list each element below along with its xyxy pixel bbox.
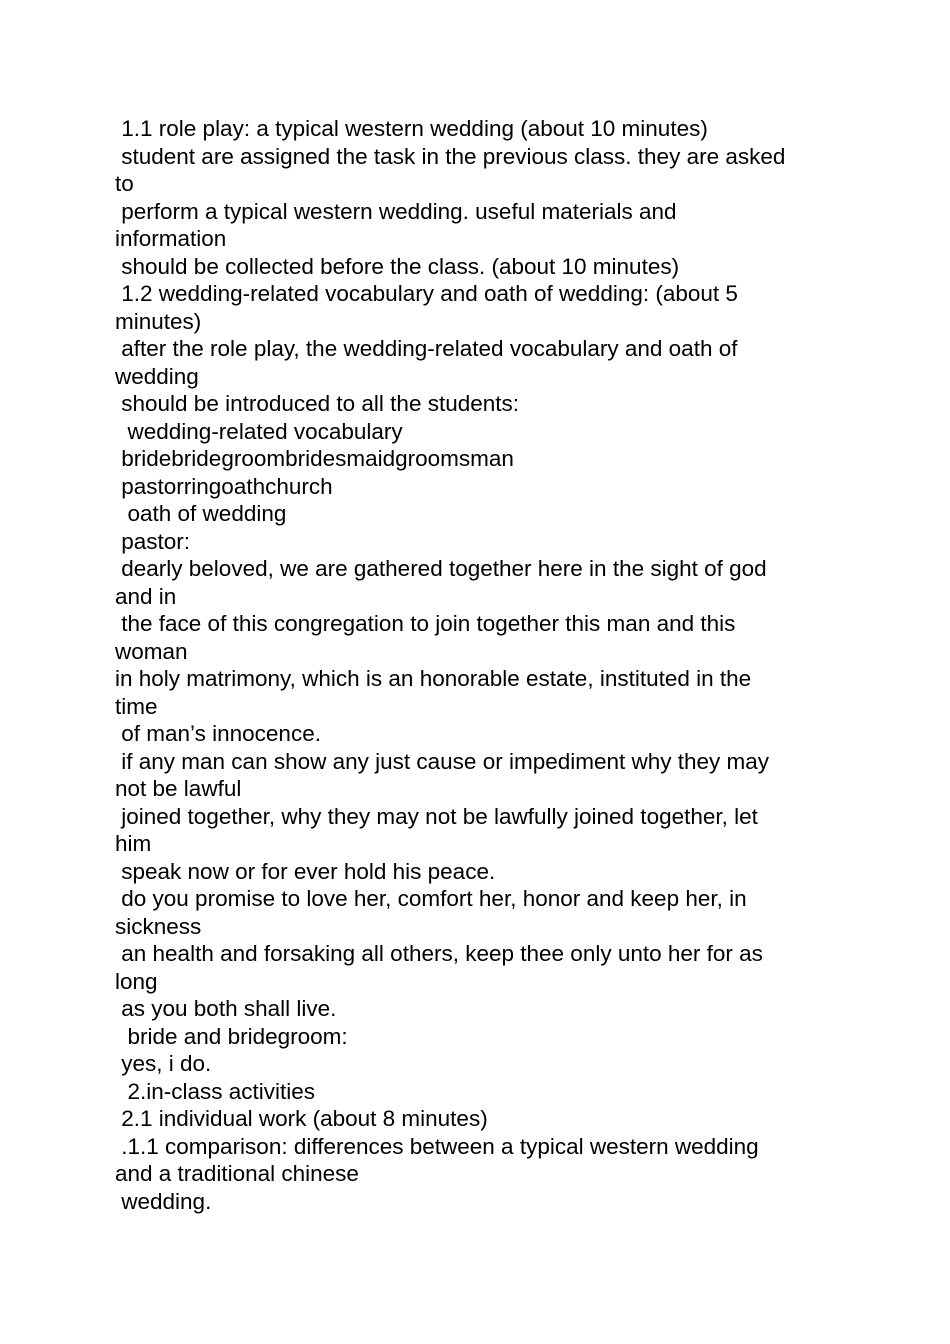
text-line: dearly beloved, we are gathered together here in the sight of god [115, 556, 767, 581]
text-line: speak now or for ever hold his peace. [115, 858, 496, 884]
text-line: do you promise to love her, comfort her, honor and keep her, in [115, 886, 747, 911]
text-line: .1.1 comparison: differences between a typical western wedding [115, 1133, 759, 1159]
text-line: minutes) [115, 308, 202, 334]
text-line: perform a typical western wedding. useful materials and [115, 198, 677, 224]
text-line: an health and forsaking all others, keep thee only unto her for as [115, 941, 763, 966]
text-line: in holy matrimony, which is an honorable estate, instituted in the [115, 666, 752, 691]
text-line: wedding-related vocabulary [115, 418, 403, 444]
text-line: 2.1 individual work (about 8 minutes) [115, 1106, 488, 1131]
text-line: should be introduced to all the students: [115, 391, 520, 416]
text-line: 1.1 role play: a typical western wedding (about 10 minutes) [115, 116, 708, 141]
text-line: wedding. [115, 1188, 212, 1214]
text-line: and a traditional chinese [115, 1161, 359, 1186]
text-line: time [115, 693, 158, 719]
text-line: sickness [115, 913, 202, 939]
text-line: to [115, 171, 134, 196]
text-line: if any man can show any just cause or impediment why they may [115, 748, 770, 774]
text-line: wedding [115, 363, 199, 389]
text-line: bridebridegroombridesmaidgroomsman [115, 446, 514, 471]
text-line: long [115, 968, 158, 994]
text-line: woman [115, 638, 188, 664]
text-line: oath of wedding [115, 501, 287, 526]
text-line: as you both shall live. [115, 996, 337, 1021]
document-body [115, 115, 835, 1215]
text-line: 1.2 wedding-related vocabulary and oath of wedding: (about 5 [115, 281, 738, 306]
text-line: joined together, why they may not be lawfully joined together, let [115, 803, 758, 829]
text-line: bride and bridegroom: [115, 1023, 348, 1049]
text-line: and in [115, 583, 177, 609]
text-line: of man’s innocence. [115, 721, 321, 746]
text-line: 2.in-class activities [115, 1078, 316, 1104]
text-line: yes, i do. [115, 1051, 212, 1076]
text-line: should be collected before the class. (about 10 minutes) [115, 253, 680, 279]
text-line: information [115, 226, 227, 251]
text-line: after the role play, the wedding-related vocabulary and oath of [115, 336, 738, 361]
text-line: student are assigned the task in the previous class. they are asked [115, 143, 786, 169]
text-line: him [115, 831, 152, 856]
text-line: not be lawful [115, 776, 242, 801]
text-line: pastor: [115, 528, 191, 554]
text-line: the face of this congregation to join together this man and this [115, 611, 736, 636]
text-line: pastorringoathchurch [115, 473, 333, 499]
